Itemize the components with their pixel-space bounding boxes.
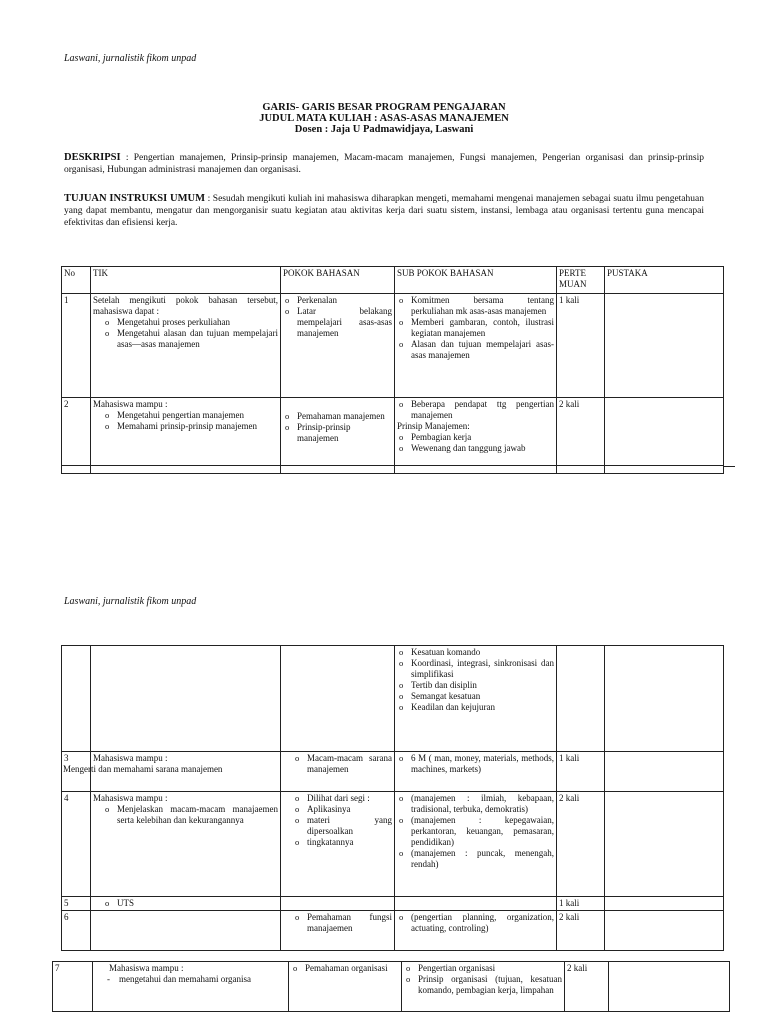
bullet-circle-icon: o [399, 443, 404, 453]
row7-tik [93, 962, 289, 1012]
bullet-circle-icon: o [285, 295, 290, 305]
table-row [62, 398, 724, 466]
gbpp-table-page2 [61, 645, 724, 951]
bullet-circle-icon: o [105, 898, 110, 908]
row4-sub [395, 792, 557, 897]
bullet-circle-icon: o [105, 317, 110, 327]
row1-pokok [281, 294, 395, 398]
bullet-circle-icon: o [295, 837, 300, 847]
list-item: o Komitmen bersama tentang perkuliahan mk asas-asas manajemen [399, 295, 554, 316]
bullet-circle-icon: o [399, 399, 404, 409]
row3-tik [63, 752, 281, 792]
row7-sub [402, 962, 565, 1012]
header-pustaka: PUSTAKA [605, 267, 724, 294]
row2-tik-intro: Mahasiswa mampu : [93, 399, 168, 409]
list-item: o Kesatuan komando [399, 647, 481, 657]
gbpp-table-page2-row7 [52, 961, 730, 1012]
header-no: No [62, 267, 91, 294]
list-item: o Koordinasi, integrasi, sinkronisasi dan simplifikasi [399, 658, 554, 679]
bullet-circle-icon: o [285, 422, 290, 432]
list-item: o Keadilan dan kejujuran [399, 702, 495, 712]
row4-tik [91, 792, 281, 897]
row2-pustaka [605, 398, 724, 466]
list-item: o Pemahaman fungsi manajaemen [295, 912, 392, 933]
table-row [62, 466, 724, 474]
row1-pertemuan: 1 kali [557, 294, 605, 398]
tujuan-paragraph [64, 193, 704, 229]
row3-tik-text: Mengerti dan memahami sarana manajemen [63, 764, 223, 774]
table-row [62, 752, 724, 792]
bullet-circle-icon: o [295, 753, 300, 763]
row3-tik-intro: Mahasiswa mampu : [93, 753, 168, 763]
row3-no: 3 [62, 752, 91, 792]
list-item: o materi yang dipersoalkan [295, 815, 392, 836]
document-title [0, 102, 768, 135]
page-header: Laswani, jurnalistik fikom unpad [64, 596, 197, 607]
header-pokok-bahasan: POKOK BAHASAN [281, 267, 395, 294]
bullet-circle-icon: o [105, 410, 110, 420]
row2-sub-heading: Prinsip Manajemen: [397, 421, 470, 431]
row4-pertemuan: 2 kali [557, 792, 605, 897]
list-item: o Mengetahui proses perkuliahan [105, 317, 230, 327]
row1-pustaka [605, 294, 724, 398]
table-row [62, 911, 724, 951]
bullet-circle-icon: o [295, 815, 300, 825]
list-item: o Mengetahui alasan dan tujuan mempelajari asas—asas manajemen [105, 328, 278, 349]
row6-pertemuan: 2 kali [557, 911, 605, 951]
row6-no: 6 [62, 911, 91, 951]
deskripsi-label: DESKRIPSI [64, 152, 121, 163]
row6-pokok [281, 911, 395, 951]
list-item: - mengetahui dan memahami organisa [107, 974, 252, 984]
bullet-circle-icon: o [399, 815, 404, 825]
bullet-circle-icon: o [399, 295, 404, 305]
list-item: o Macam-macam sarana manajemen [295, 753, 392, 774]
row5-no: 5 [62, 897, 91, 911]
row7-no: 7 [53, 962, 93, 1012]
title-line-1: GARIS- GARIS BESAR PROGRAM PENGAJARAN [262, 102, 506, 113]
row5-pertemuan: 1 kali [557, 897, 605, 911]
bullet-circle-icon: o [295, 793, 300, 803]
bullet-circle-icon: o [399, 753, 404, 763]
bullet-circle-icon: o [285, 306, 290, 316]
list-item: o Menjelaskan macam-macam manajaemen serta kelebihan dan kekurangannya [105, 804, 278, 825]
list-item: o Pemahaman organisasi [293, 963, 388, 973]
list-item: o Perkenalan [285, 295, 337, 305]
bullet-circle-icon: o [399, 647, 404, 657]
row2-sub [395, 398, 557, 466]
bullet-dash-icon: - [107, 974, 110, 984]
list-item: o Prinsip-prinsip manajemen [285, 422, 351, 443]
continued-sub [395, 646, 557, 752]
list-item: o Memberi gambaran, contoh, ilustrasi kegiatan manajemen [399, 317, 554, 338]
row2-pertemuan: 2 kali [557, 398, 605, 466]
bullet-circle-icon: o [406, 963, 411, 973]
row7-pertemuan: 2 kali [565, 962, 609, 1012]
list-item: o Pengertian organisasi [406, 963, 496, 973]
header-tik: TIK [91, 267, 281, 294]
list-item: o Mengetahui pengertian manajemen [105, 410, 244, 420]
list-item: o (manajemen : puncak, menengah, rendah) [399, 848, 554, 869]
gbpp-table-page1 [61, 266, 724, 474]
header-sub-pokok-bahasan: SUB POKOK BAHASAN [395, 267, 557, 294]
bullet-circle-icon: o [399, 680, 404, 690]
row5-tik [91, 897, 281, 911]
title-line-3: Dosen : Jaja U Padmawidjaya, Laswani [294, 124, 474, 135]
row4-no: 4 [62, 792, 91, 897]
bullet-circle-icon: o [105, 421, 110, 431]
bullet-circle-icon: o [399, 339, 404, 349]
row3-pertemuan: 1 kali [557, 752, 605, 792]
list-item: o (manajemen : kepegawaian, perkantoran, keuangan, pemasaran, pendidikan) [399, 815, 554, 847]
table-header-row [62, 267, 724, 294]
bullet-circle-icon: o [406, 974, 411, 984]
list-item: o Aplikasinya [295, 804, 351, 814]
deskripsi-paragraph [64, 152, 704, 176]
row3-sub [395, 752, 557, 792]
bullet-circle-icon: o [399, 691, 404, 701]
bullet-circle-icon: o [399, 702, 404, 712]
row2-no: 2 [62, 398, 91, 466]
bullet-circle-icon: o [105, 328, 110, 338]
row2-tik [91, 398, 281, 466]
list-item: o (manajemen : ilmiah, kebapaan, tradisional, terbuka, demokratis) [399, 793, 554, 814]
list-item: o Beberapa pendapat ttg pengertian manajemen [399, 399, 554, 420]
list-item: o Pembagian kerja [399, 432, 472, 442]
row7-tik-intro: Mahasiswa mampu : [109, 963, 184, 973]
row1-tik [91, 294, 281, 398]
list-item: o Prinsip organisasi (tujuan, kesatuan komando, pembagian kerja, limpahan [406, 974, 562, 995]
bullet-circle-icon: o [295, 804, 300, 814]
list-item: o UTS [105, 898, 135, 908]
row1-tik-intro: Setelah mengikuti pokok bahasan tersebut, mahasiswa dapat : [93, 295, 278, 316]
table-row [62, 646, 724, 752]
row3-pokok [281, 752, 395, 792]
list-item: o Alasan dan tujuan mempelajari asas-asas manajemen [399, 339, 554, 360]
bullet-circle-icon: o [399, 912, 404, 922]
bullet-circle-icon: o [285, 411, 290, 421]
tujuan-text: : Sesudah mengikuti kuliah ini mahasiswa diharapkan mengeti, memahami mengenai manajemen sebagai suatu ilmu pengetahuan yang dapat membantu, mengatur dan mengorganisir suatu kegiatan atau aktivitas kerja dari suatu sistem, instansi, lembaga atau organisasi tertentu guna mencapai efektivitas dan efisiensi kerja. [64, 194, 704, 228]
row7-pokok [289, 962, 402, 1012]
bullet-circle-icon: o [399, 317, 404, 327]
table-rule-stub [723, 466, 735, 467]
bullet-circle-icon: o [293, 963, 298, 973]
list-item: o Pemahaman manajemen [285, 411, 385, 421]
bullet-circle-icon: o [399, 432, 404, 442]
deskripsi-text: : Pengertian manajemen, Prinsip-prinsip manajemen, Macam-macam manajemen, Fungsi manajemen, Pengerian organisasi dan prinsip-prinsip organisasi, Hubungan administrasi manajemen dan organisasi. [64, 153, 704, 175]
bullet-circle-icon: o [399, 658, 404, 668]
page-header: Laswani, jurnalistik fikom unpad [64, 53, 197, 64]
list-item: o Tertib dan disiplin [399, 680, 477, 690]
list-item: o 6 M ( man, money, materials, methods, machines, markets) [399, 753, 554, 774]
list-item: o Dilihat dari segi : [295, 793, 370, 803]
row4-pokok [281, 792, 395, 897]
list-item: o Latar belakang mempelajari asas-asas manajemen [285, 306, 392, 338]
bullet-circle-icon: o [399, 848, 404, 858]
title-line-2: JUDUL MATA KULIAH : ASAS-ASAS MANAJEMEN [259, 113, 509, 124]
list-item: o tingkatannya [295, 837, 354, 847]
tujuan-label: TUJUAN INSTRUKSI UMUM [64, 193, 205, 204]
row6-sub [395, 911, 557, 951]
table-row [62, 294, 724, 398]
row4-tik-intro: Mahasiswa mampu : [93, 793, 168, 803]
table-row [62, 897, 724, 911]
table-row [53, 962, 730, 1012]
row1-no: 1 [62, 294, 91, 398]
list-item: o Wewenang dan tanggung jawab [399, 443, 526, 453]
header-pertemuan: PERTE MUAN [557, 267, 605, 294]
row2-pokok [281, 398, 395, 466]
bullet-circle-icon: o [105, 804, 110, 814]
list-item: o Semangat kesatuan [399, 691, 481, 701]
list-item: o (pengertian planning, organization, actuating, controling) [399, 912, 554, 933]
bullet-circle-icon: o [399, 793, 404, 803]
row1-sub [395, 294, 557, 398]
list-item: o Memahami prinsip-prinsip manajemen [105, 421, 257, 431]
bullet-circle-icon: o [295, 912, 300, 922]
table-row [62, 792, 724, 897]
